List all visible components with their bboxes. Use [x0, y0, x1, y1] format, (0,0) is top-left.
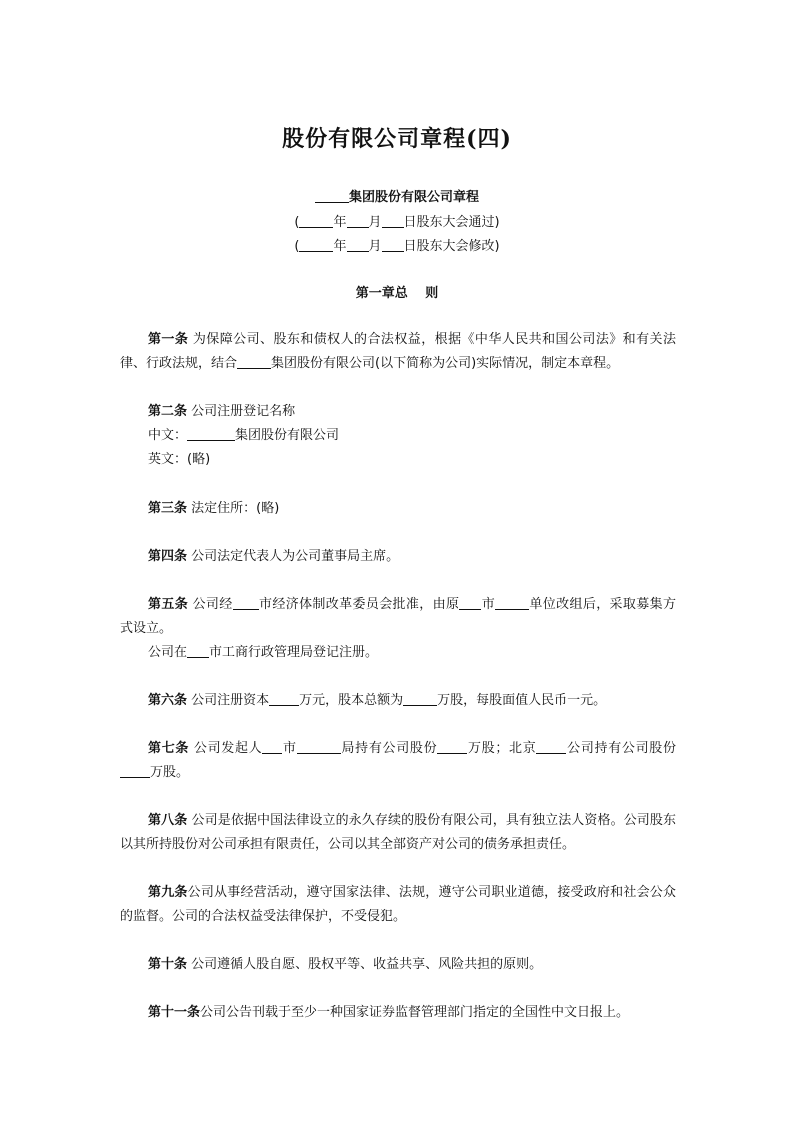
blank-company-name: [315, 188, 349, 203]
blank-year: [299, 213, 333, 228]
article-6: 第六条 公司注册资本 万元，股本总额为 万股，每股面值人民币一元。: [148, 693, 607, 708]
blank-city: [262, 739, 282, 754]
article-7: 第七条 公司发起人 市 局持有公司股份 万股；北京 公司持有公司股份万股。: [120, 737, 676, 785]
blank-day: [382, 237, 404, 252]
article-5: 第五条 公司经 市经济体制改革委员会批准，由原 市 单位改组后，采取募集方式设立。 公司在 市工商行政管理局登记注册。: [120, 597, 676, 660]
blank-city: [459, 595, 481, 610]
article-8: 第八条 公司是依据中国法律设立的永久存续的股份有限公司，具有独立法人资格。公司股东以其所持股份对公司承担有限责任，公司以其全部资产对公司的债务承担责任。: [120, 813, 676, 852]
chapter-heading: 第一章总 则: [355, 286, 439, 301]
document-title: 股份有限公司章程(四): [282, 126, 512, 152]
article-9: 第九条公司从事经营活动，遵守国家法律、法规，遵守公司职业道德，接受政府和社会公众的监督。公司的合法权益受法律保护，不受侵犯。: [120, 885, 676, 924]
blank-shares: [120, 763, 150, 778]
blank-chinese-name: [187, 426, 235, 441]
blank-registered-capital: [269, 691, 299, 706]
blank-company-name: [237, 354, 271, 369]
blank-day: [382, 213, 404, 228]
passed-date-line: ( 年 月 日股东大会通过): [294, 215, 500, 230]
blank-city: [233, 595, 259, 610]
article-2: 第二条 公司注册登记名称 中文： 集团股份有限公司 英文：(略): [148, 404, 340, 467]
blank-shares: [437, 739, 467, 754]
blank-unit: [495, 595, 529, 610]
article-3: 第三条 法定住所：(略): [148, 501, 280, 516]
blank-company: [536, 739, 566, 754]
article-10: 第十条 公司遵循人股自愿、股权平等、收益共享、风险共担的原则。: [148, 957, 543, 972]
charter-subtitle: 集团股份有限公司章程: [0, 188, 794, 207]
blank-city: [187, 643, 209, 658]
modified-date-line: ( 年 月 日股东大会修改): [294, 239, 500, 254]
blank-total-shares: [403, 691, 437, 706]
blank-month: [347, 213, 369, 228]
article-4: 第四条 公司法定代表人为公司董事局主席。: [148, 549, 400, 564]
blank-bureau: [297, 739, 341, 754]
blank-month: [347, 237, 369, 252]
article-1: 第一条 为保障公司、股东和债权人的合法权益，根据《中华人民共和国公司法》和有关法律、行政法规，结合 集团股份有限公司(以下简称为公司)实际情况，制定本章程。: [120, 332, 676, 371]
blank-year: [299, 237, 333, 252]
article-11: 第十一条公司公告刊载于至少一种国家证券监督管理部门指定的全国性中文日报上。: [148, 1005, 630, 1020]
